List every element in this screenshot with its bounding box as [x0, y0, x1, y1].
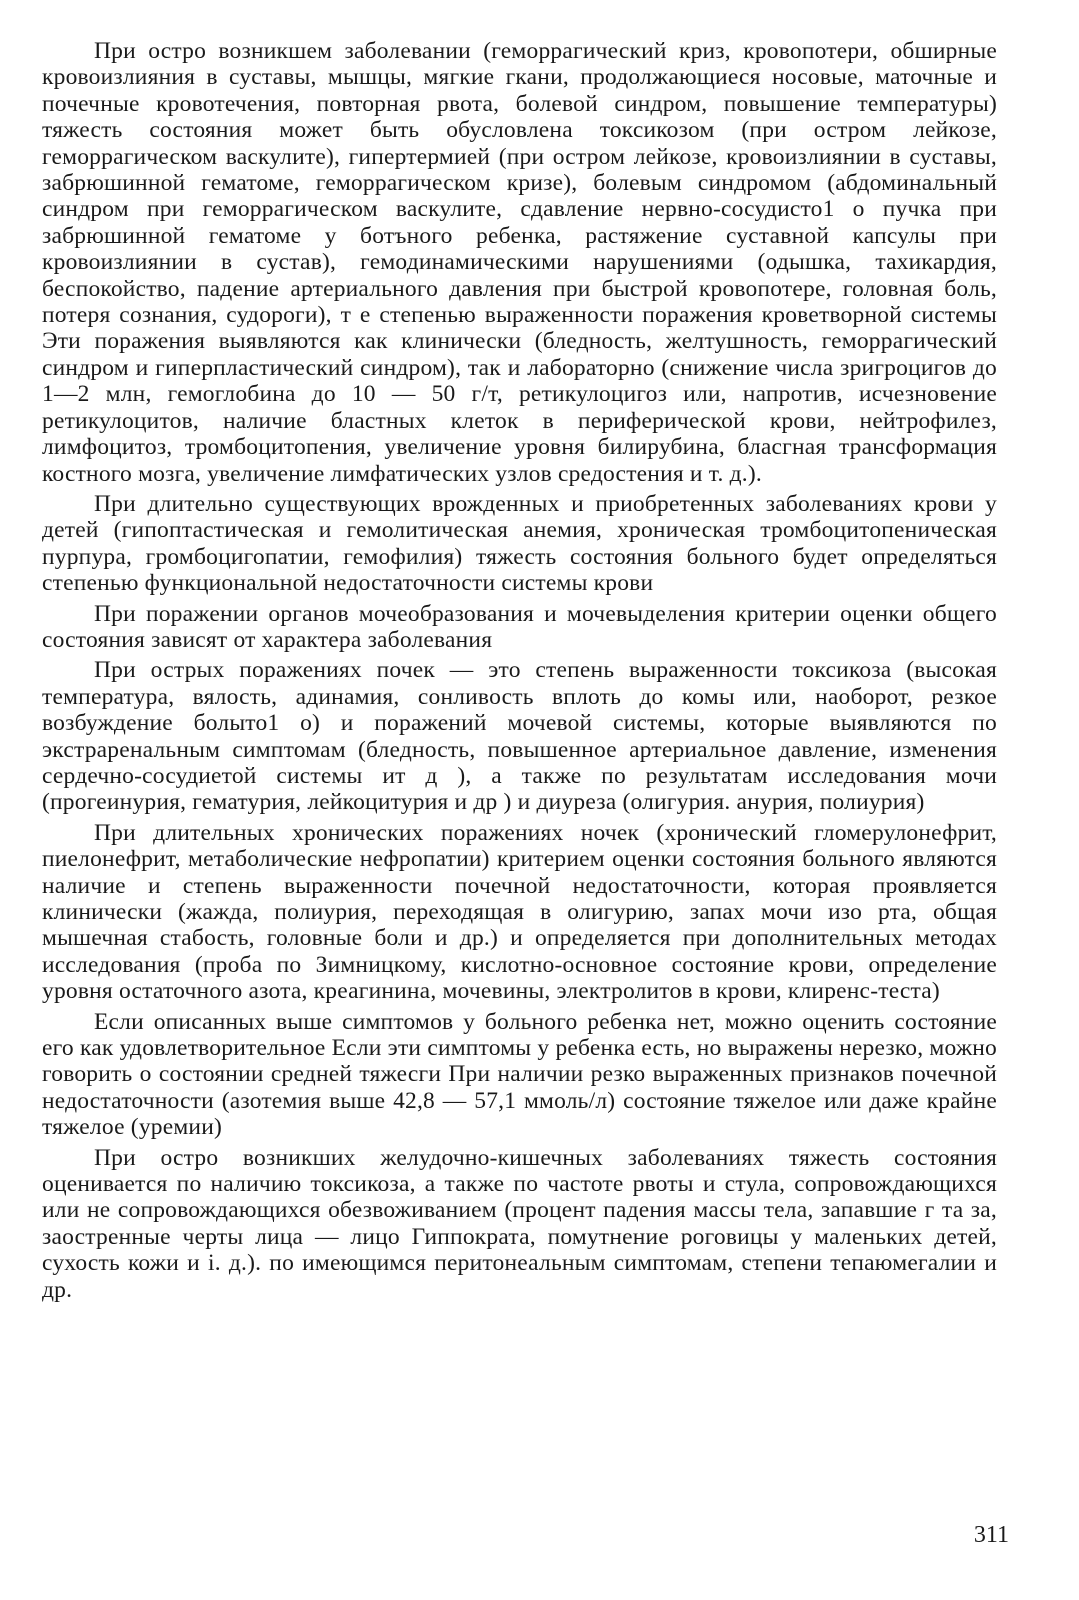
paragraph-acute-blood-disease: При остро возникшем заболевании (геморрагический криз, кровопотери, обширные кровоизлияния в суставы, мышцы, мягкие гкани, продолжающиеся носовые, маточные и почечные кровотечения, повторная рвота, болевой синдром, повышение температуры) тяжесть состояния может быть обусловлена токсикозом (при остром лейкозе, геморрагическом васкулите), гипертермией (при остром лейкозе, кровоизлиянии в суставы, забрюшинной гематоме, геморрагическом кризе), болевым синдромом (абдоминальный синдром при геморрагическом васкулите, сдавление нервно-сосудисто1 о пучка при забрюшинной гематоме у ботъного ребенка, растяжение суставной капсулы при кровоизлиянии в сустав), гемодинамическими нарушениями (одышка, тахикардия, беспокойство, падение артериального давления при быстрой кровопотере, головная боль, потеря сознания, судороги), т е степенью выраженности поражения кроветворной системы Эти поражения выявляются как клинически (бледность, желтушность, геморрагический синдром и гиперпластический синдром), так и лабораторно (снижение числа зригроцигов до 1—2 млн, гемоглобина до 10 — 50 г/т, ретикулоцигоз или, напротив, исчезновение ретикулоцитов, наличие бластных клеток в периферической крови, нейтрофилез, лимфоцитоз, тромбоцитопения, увеличение уровня билирубина, бласгная трансформация костного мозга, увеличение лимфатических узлов средостения и т. д.). [42, 38, 997, 487]
paragraph-severity-assessment: Если описанных выше симптомов у больного ребенка нет, можно оценить состояние его как удовлетворительное Если эти симптомы у ребенка есть, но выражены нерезко, можно говорить о состоянии средней тяжесги При наличии резко выраженных признаков почечной недостаточности (азотемия выше 42,8 — 57,1 ммоль/л) состояние тяжелое или даже крайне тяжелое (уремии) [42, 1008, 997, 1141]
page-body [42, 38, 997, 1307]
paragraph-urinary-criteria: При поражении органов мочеобразования и мочевыделения критерии оценки общего состояния зависят от характера заболевания [42, 600, 997, 653]
paragraph-acute-kidney: При острых поражениях почек — это степень выраженности токсикоза (высокая температура, вялость, адинамия, сонливость вплоть до комы или, наоборот, резкое возбуждение болыто1 о) и поражений мочевой системы, которые выявляются по экстраренальным симптомам (бледность, повышенное артериальное давление, изменения сердечно-сосудиетой системы ит д ), а также по результатам исследования мочи (прогеинурия, гематурия, лейкоцитурия и др ) и диуреза (олигурия. анурия, полиурия) [42, 657, 997, 816]
page-number: 311 [973, 1522, 1009, 1548]
paragraph-chronic-kidney: При длительных хронических поражениях ночек (хронический гломерулонефрит, пиелонефрит, метаболические нефропатии) критерием оценки состояния больного являются наличие и степень выраженности почечной недостаточности, которая проявляется клинически (жажда, полиурия, переходящая в олигурию, запах мочи изо рта, общая мышечная стабость, головные боли и др.) и определяется при дополнительных методах исследования (проба по Зимницкому, кислотно-основное состояние крови, определение уровня остаточного азота, креагинина, мочевины, электролитов в крови, клиренс-теста) [42, 819, 997, 1005]
paragraph-chronic-blood-disease: При длительно существующих врожденных и приобретенных заболеваниях крови у детей (гипоптастическая и гемолитическая анемия, хроническая тромбоцитопеническая пурпура, громбоцигопатии, гемофилия) тяжесть состояния больного будет определяться степенью функциональной недостаточности системы крови [42, 490, 997, 597]
paragraph-gastrointestinal: При остро возникших желудочно-кишечных заболеваниях тяжесть состояния оценивается по наличию токсикоза, а также по частоте рвоты и стула, сопровождающихся или не сопровождающихся обезвоживанием (процент падения массы тела, запавшие г та за, заостренные черты лица — лицо Гиппократа, помутнение роговицы у маленьких детей, сухость кожи и i. д.). по имеющимся перитонеальным симптомам, степени тепаюмегалии и др. [42, 1144, 997, 1303]
